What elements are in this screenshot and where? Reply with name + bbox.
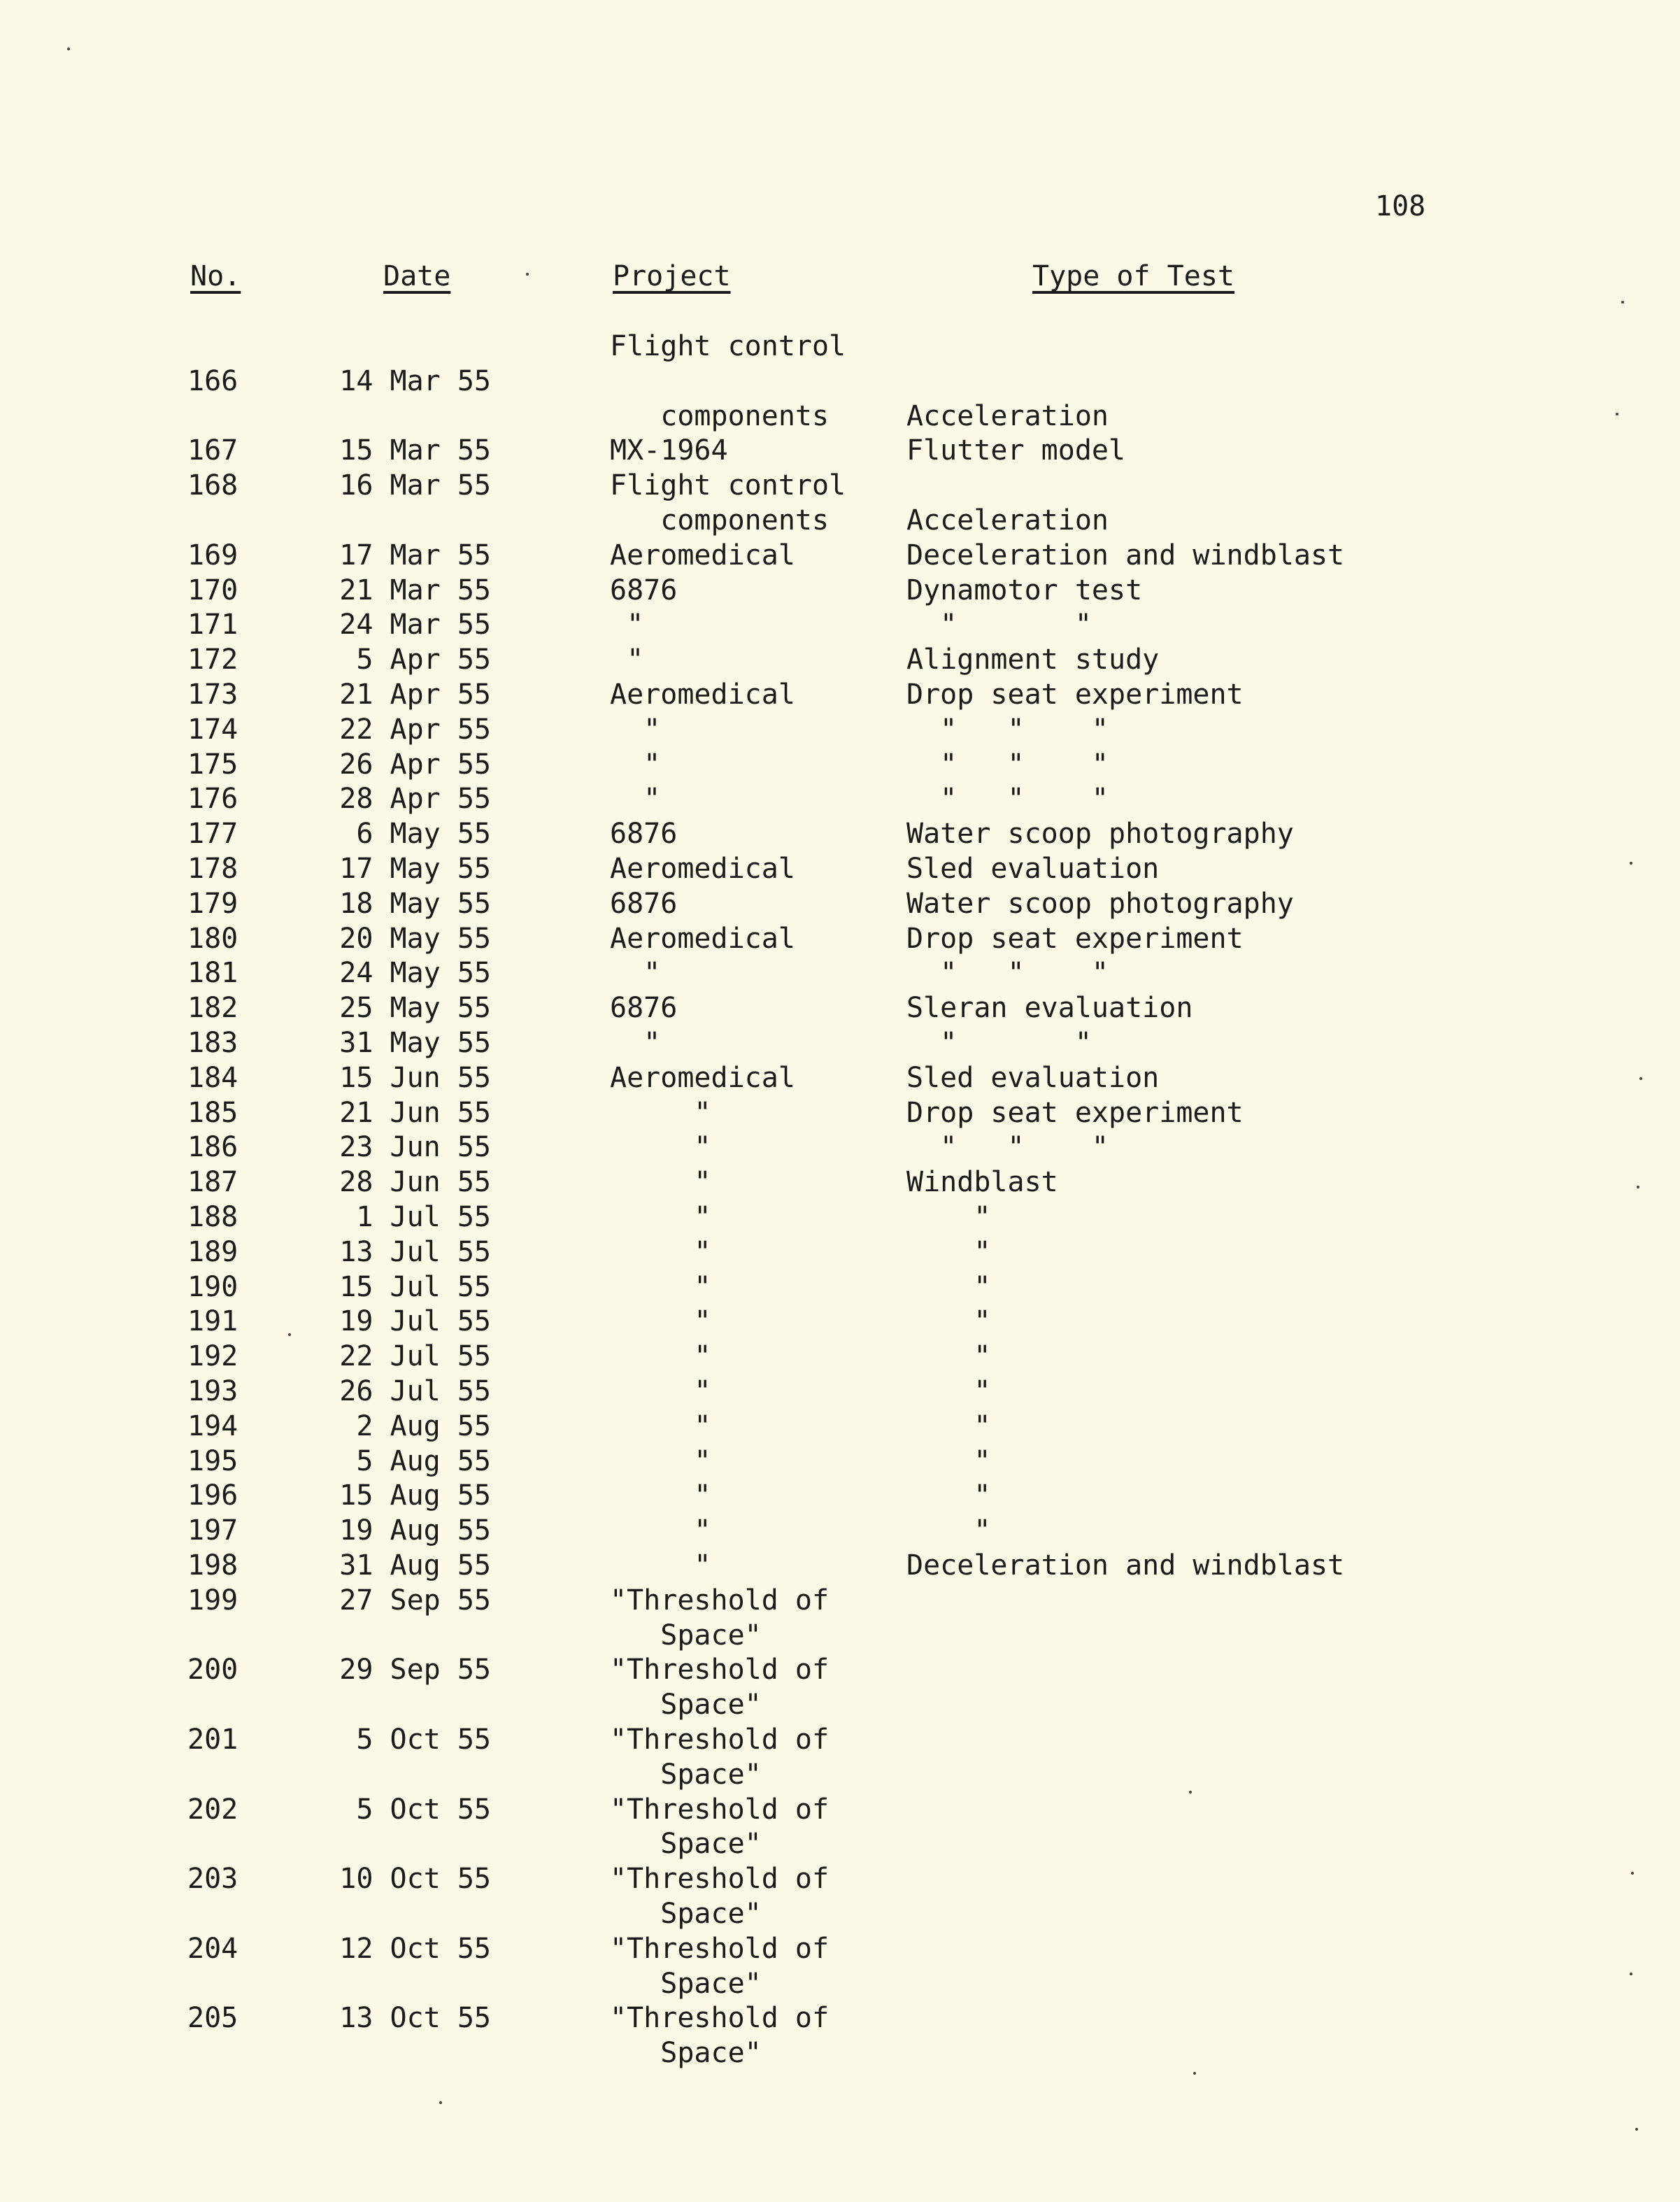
entry-date: 18 May 55 — [339, 887, 491, 920]
entry-date: 27 Sep 55 — [339, 1584, 491, 1617]
table-row — [0, 1095, 1680, 1130]
table-row — [0, 433, 1680, 468]
entry-number: 172 — [187, 644, 239, 676]
table-row — [0, 1235, 1680, 1270]
table-row — [0, 1444, 1680, 1479]
table-row — [0, 642, 1680, 677]
entry-date: 5 Aug 55 — [356, 1444, 491, 1477]
paper-speck — [1630, 1973, 1632, 1975]
entry-date: 22 Apr 55 — [339, 713, 491, 746]
entry-number: 174 — [187, 713, 239, 746]
entry-project: " — [610, 1131, 711, 1164]
entry-date: 26 Jul 55 — [339, 1375, 491, 1407]
entry-project: " — [610, 1270, 711, 1303]
entry-project: Space" — [610, 1689, 762, 1721]
table-row — [0, 886, 1680, 921]
table-row — [0, 1722, 1680, 1757]
table-row — [0, 1618, 1680, 1653]
entry-project: Flight control — [610, 469, 846, 502]
entry-number: 185 — [187, 1096, 239, 1129]
entry-project: " — [610, 1235, 711, 1268]
entry-project: " — [610, 1514, 711, 1547]
entry-test-type: " — [906, 1444, 991, 1477]
entry-test-type: Drop seat experiment — [906, 922, 1244, 955]
entry-project: 6876 — [610, 887, 678, 920]
paper-speck — [1616, 413, 1618, 415]
table-row — [0, 1374, 1680, 1409]
entry-test-type: Acceleration — [906, 504, 1109, 537]
entry-project: Space" — [610, 1898, 762, 1930]
entry-date: 24 May 55 — [339, 957, 491, 990]
entry-project: " — [610, 1444, 711, 1477]
entry-test-type: Windblast — [906, 1166, 1058, 1199]
entry-number: 184 — [187, 1061, 239, 1094]
entry-project: 6876 — [610, 992, 678, 1025]
entry-test-type: " — [906, 1375, 991, 1407]
entry-number: 196 — [187, 1479, 239, 1512]
table-row — [0, 2036, 1680, 2070]
table-row — [0, 1270, 1680, 1305]
paper-speck — [1630, 862, 1632, 865]
header-date: Date — [383, 260, 451, 292]
table-row — [0, 1165, 1680, 1200]
table-row — [0, 1409, 1680, 1444]
entry-number: 200 — [187, 1654, 239, 1686]
entry-project: " — [610, 1409, 711, 1442]
table-row — [0, 1060, 1680, 1095]
entry-number: 178 — [187, 853, 239, 885]
entry-number: 167 — [187, 434, 239, 467]
entry-test-type: " " " — [906, 748, 1109, 781]
entry-number: 179 — [187, 887, 239, 920]
entry-date: 17 May 55 — [339, 853, 491, 885]
entry-project: MX-1964 — [610, 434, 728, 467]
table-row — [0, 364, 1680, 399]
table-row — [0, 1826, 1680, 1861]
table-row — [0, 573, 1680, 608]
entry-number: 193 — [187, 1375, 239, 1407]
entry-project: Space" — [610, 1967, 762, 2000]
paper-speck — [1635, 2128, 1638, 2131]
entry-number: 177 — [187, 818, 239, 851]
entry-number: 170 — [187, 574, 239, 606]
entry-project: Space" — [610, 1619, 762, 1652]
entry-date: 20 May 55 — [339, 922, 491, 955]
entry-date: 15 Jul 55 — [339, 1270, 491, 1303]
table-row — [0, 1339, 1680, 1374]
entry-date: 28 Jun 55 — [339, 1166, 491, 1199]
entry-test-type: " — [906, 1340, 991, 1373]
entry-date: 6 May 55 — [356, 818, 491, 851]
entry-project: Aeromedical — [610, 539, 795, 571]
entry-project: " — [610, 1305, 711, 1338]
entry-test-type: Drop seat experiment — [906, 1096, 1244, 1129]
entry-test-type: Sled evaluation — [906, 853, 1160, 885]
entry-date: 15 Jun 55 — [339, 1061, 491, 1094]
entry-date: 19 Jul 55 — [339, 1305, 491, 1338]
entry-test-type: " " " — [906, 957, 1109, 990]
entry-date: 5 Apr 55 — [356, 644, 491, 676]
entry-project: " — [610, 609, 644, 641]
entry-number: 183 — [187, 1027, 239, 1059]
entry-number: 173 — [187, 679, 239, 711]
table-row — [0, 503, 1680, 538]
entry-project: 6876 — [610, 818, 678, 851]
entry-date: 10 Oct 55 — [339, 1863, 491, 1896]
entry-number: 190 — [187, 1270, 239, 1303]
entry-number: 199 — [187, 1584, 239, 1617]
entry-number: 186 — [187, 1131, 239, 1164]
entry-project: " — [610, 1096, 711, 1129]
entry-test-type: Sleran evaluation — [906, 992, 1193, 1025]
table-row — [0, 1652, 1680, 1687]
entry-number: 192 — [187, 1340, 239, 1373]
entry-project: " — [610, 957, 661, 990]
entry-test-type: " — [906, 1235, 991, 1268]
entry-date: 22 Jul 55 — [339, 1340, 491, 1373]
entry-date: 15 Mar 55 — [339, 434, 491, 467]
entry-project: Aeromedical — [610, 1061, 795, 1094]
entry-project: " — [610, 1340, 711, 1373]
entry-project: " — [610, 783, 661, 816]
table-row — [0, 1966, 1680, 2001]
table-row — [0, 747, 1680, 782]
entry-project: " — [610, 713, 661, 746]
entry-number: 168 — [187, 469, 239, 502]
entry-project: "Threshold of — [610, 1654, 830, 1686]
table-row — [0, 1130, 1680, 1165]
entry-number: 189 — [187, 1235, 239, 1268]
entry-project: Space" — [610, 2037, 762, 2070]
entry-project: " — [610, 1027, 661, 1059]
entry-number: 204 — [187, 1932, 239, 1965]
entry-date: 28 Apr 55 — [339, 783, 491, 816]
entry-test-type: Deceleration and windblast — [906, 1549, 1345, 1582]
entry-project: Aeromedical — [610, 679, 795, 711]
table-row — [0, 2001, 1680, 2036]
header-project: Project — [613, 260, 731, 292]
table-row — [0, 990, 1680, 1025]
entry-project: "Threshold of — [610, 1863, 830, 1896]
entry-number: 175 — [187, 748, 239, 781]
table-row — [0, 781, 1680, 816]
table-row — [0, 1583, 1680, 1618]
entry-number: 176 — [187, 783, 239, 816]
entry-date: 26 Apr 55 — [339, 748, 491, 781]
entry-test-type: Water scoop photography — [906, 887, 1294, 920]
table-row — [0, 1304, 1680, 1339]
entry-date: 5 Oct 55 — [356, 1724, 491, 1756]
table-row — [0, 1792, 1680, 1827]
entry-date: 23 Jun 55 — [339, 1131, 491, 1164]
paper-speck — [1631, 1872, 1634, 1875]
entry-project: Space" — [610, 1828, 762, 1861]
entry-date: 19 Aug 55 — [339, 1514, 491, 1547]
entry-date: 13 Jul 55 — [339, 1235, 491, 1268]
entry-project: " — [610, 1549, 711, 1582]
entry-number: 182 — [187, 992, 239, 1025]
entry-date: 17 Mar 55 — [339, 539, 491, 571]
entry-number: 201 — [187, 1724, 239, 1756]
entry-number: 188 — [187, 1201, 239, 1233]
header-type-of-test: Type of Test — [1032, 260, 1234, 292]
entry-date: 31 May 55 — [339, 1027, 491, 1059]
entry-date: 21 Mar 55 — [339, 574, 491, 606]
entry-project: "Threshold of — [610, 1724, 830, 1756]
table-row — [0, 816, 1680, 851]
entry-number: 197 — [187, 1514, 239, 1547]
header-no: No. — [190, 260, 241, 292]
entry-project: "Threshold of — [610, 1932, 830, 1965]
table-row — [0, 1687, 1680, 1722]
entry-project: " — [610, 644, 644, 676]
entry-number: 169 — [187, 539, 239, 571]
table-row — [0, 329, 1680, 364]
paper-speck — [288, 1333, 291, 1336]
entry-test-type: " " — [906, 609, 1092, 641]
entry-number: 191 — [187, 1305, 239, 1338]
entry-number: 166 — [187, 364, 239, 397]
table-row — [0, 712, 1680, 747]
entry-project: Aeromedical — [610, 853, 795, 885]
entry-number: 194 — [187, 1409, 239, 1442]
table-row — [0, 1757, 1680, 1792]
paper-speck — [1189, 1791, 1192, 1793]
entry-test-type: " " — [906, 1027, 1092, 1059]
entry-date: 1 Jul 55 — [356, 1201, 491, 1233]
entry-number: 205 — [187, 2002, 239, 2035]
entry-date: 16 Mar 55 — [339, 469, 491, 502]
entry-date: 2 Aug 55 — [356, 1409, 491, 1442]
table-row — [0, 1896, 1680, 1931]
table-row — [0, 468, 1680, 503]
entry-project: components — [610, 504, 830, 537]
entry-project: " — [610, 1375, 711, 1407]
entry-project: 6876 — [610, 574, 678, 606]
entry-number: 171 — [187, 609, 239, 641]
table-row — [0, 1513, 1680, 1548]
paper-speck — [1637, 1186, 1639, 1188]
table-row — [0, 1548, 1680, 1583]
entry-test-type: " — [906, 1305, 991, 1338]
table-row — [0, 956, 1680, 990]
table-row — [0, 1931, 1680, 1966]
entry-number: 202 — [187, 1793, 239, 1826]
entry-test-type: " — [906, 1201, 991, 1233]
entry-test-type: Flutter model — [906, 434, 1126, 467]
entry-test-type: " — [906, 1479, 991, 1512]
paper-speck — [439, 2101, 442, 2104]
entry-test-type: " " " — [906, 783, 1109, 816]
entry-test-type: Deceleration and windblast — [906, 539, 1345, 571]
table-row — [0, 677, 1680, 712]
entry-date: 25 May 55 — [339, 992, 491, 1025]
entry-number: 198 — [187, 1549, 239, 1582]
entry-test-type: " " " — [906, 713, 1109, 746]
page-number: 108 — [1375, 190, 1426, 222]
entry-test-type: Acceleration — [906, 399, 1109, 432]
entry-project: " — [610, 1201, 711, 1233]
table-row — [0, 1478, 1680, 1513]
entry-test-type: Alignment study — [906, 644, 1160, 676]
entry-number: 180 — [187, 922, 239, 955]
entry-test-type: " — [906, 1270, 991, 1303]
entry-number: 181 — [187, 957, 239, 990]
entry-date: 5 Oct 55 — [356, 1793, 491, 1826]
entry-test-type: Sled evaluation — [906, 1061, 1160, 1094]
entry-date: 21 Apr 55 — [339, 679, 491, 711]
table-row — [0, 1025, 1680, 1060]
entry-date: 12 Oct 55 — [339, 1932, 491, 1965]
table-row — [0, 851, 1680, 886]
entry-number: 195 — [187, 1444, 239, 1477]
paper-speck — [1639, 1077, 1642, 1080]
entry-project: " — [610, 1166, 711, 1199]
entry-date: 14 Mar 55 — [339, 364, 491, 397]
entry-project: "Threshold of — [610, 1584, 830, 1617]
entry-test-type: " " " — [906, 1131, 1109, 1164]
entry-date: 21 Jun 55 — [339, 1096, 491, 1129]
entry-test-type: " — [906, 1409, 991, 1442]
entry-number: 203 — [187, 1863, 239, 1896]
entry-date: 15 Aug 55 — [339, 1479, 491, 1512]
entry-project: "Threshold of — [610, 2002, 830, 2035]
table-row — [0, 399, 1680, 434]
table-row — [0, 1861, 1680, 1896]
entry-project: Flight control — [610, 330, 846, 362]
entry-number: 187 — [187, 1166, 239, 1199]
entry-test-type: " — [906, 1514, 991, 1547]
entry-date: 31 Aug 55 — [339, 1549, 491, 1582]
entry-test-type: Drop seat experiment — [906, 679, 1244, 711]
entry-test-type: Dynamotor test — [906, 574, 1143, 606]
paper-speck — [67, 48, 70, 50]
entry-date: 24 Mar 55 — [339, 609, 491, 641]
paper-speck — [526, 273, 529, 276]
table-row — [0, 1200, 1680, 1235]
entry-project: components — [610, 399, 830, 432]
paper-speck — [1193, 2072, 1196, 2075]
table-row — [0, 921, 1680, 956]
paper-speck — [1621, 301, 1624, 304]
entry-project: Aeromedical — [610, 922, 795, 955]
entry-project: Space" — [610, 1758, 762, 1791]
entry-date: 13 Oct 55 — [339, 2002, 491, 2035]
entry-date: 29 Sep 55 — [339, 1654, 491, 1686]
entry-test-type: Water scoop photography — [906, 818, 1294, 851]
entry-project: " — [610, 748, 661, 781]
entry-project: " — [610, 1479, 711, 1512]
table-row — [0, 607, 1680, 642]
table-row — [0, 538, 1680, 573]
entry-project: "Threshold of — [610, 1793, 830, 1826]
